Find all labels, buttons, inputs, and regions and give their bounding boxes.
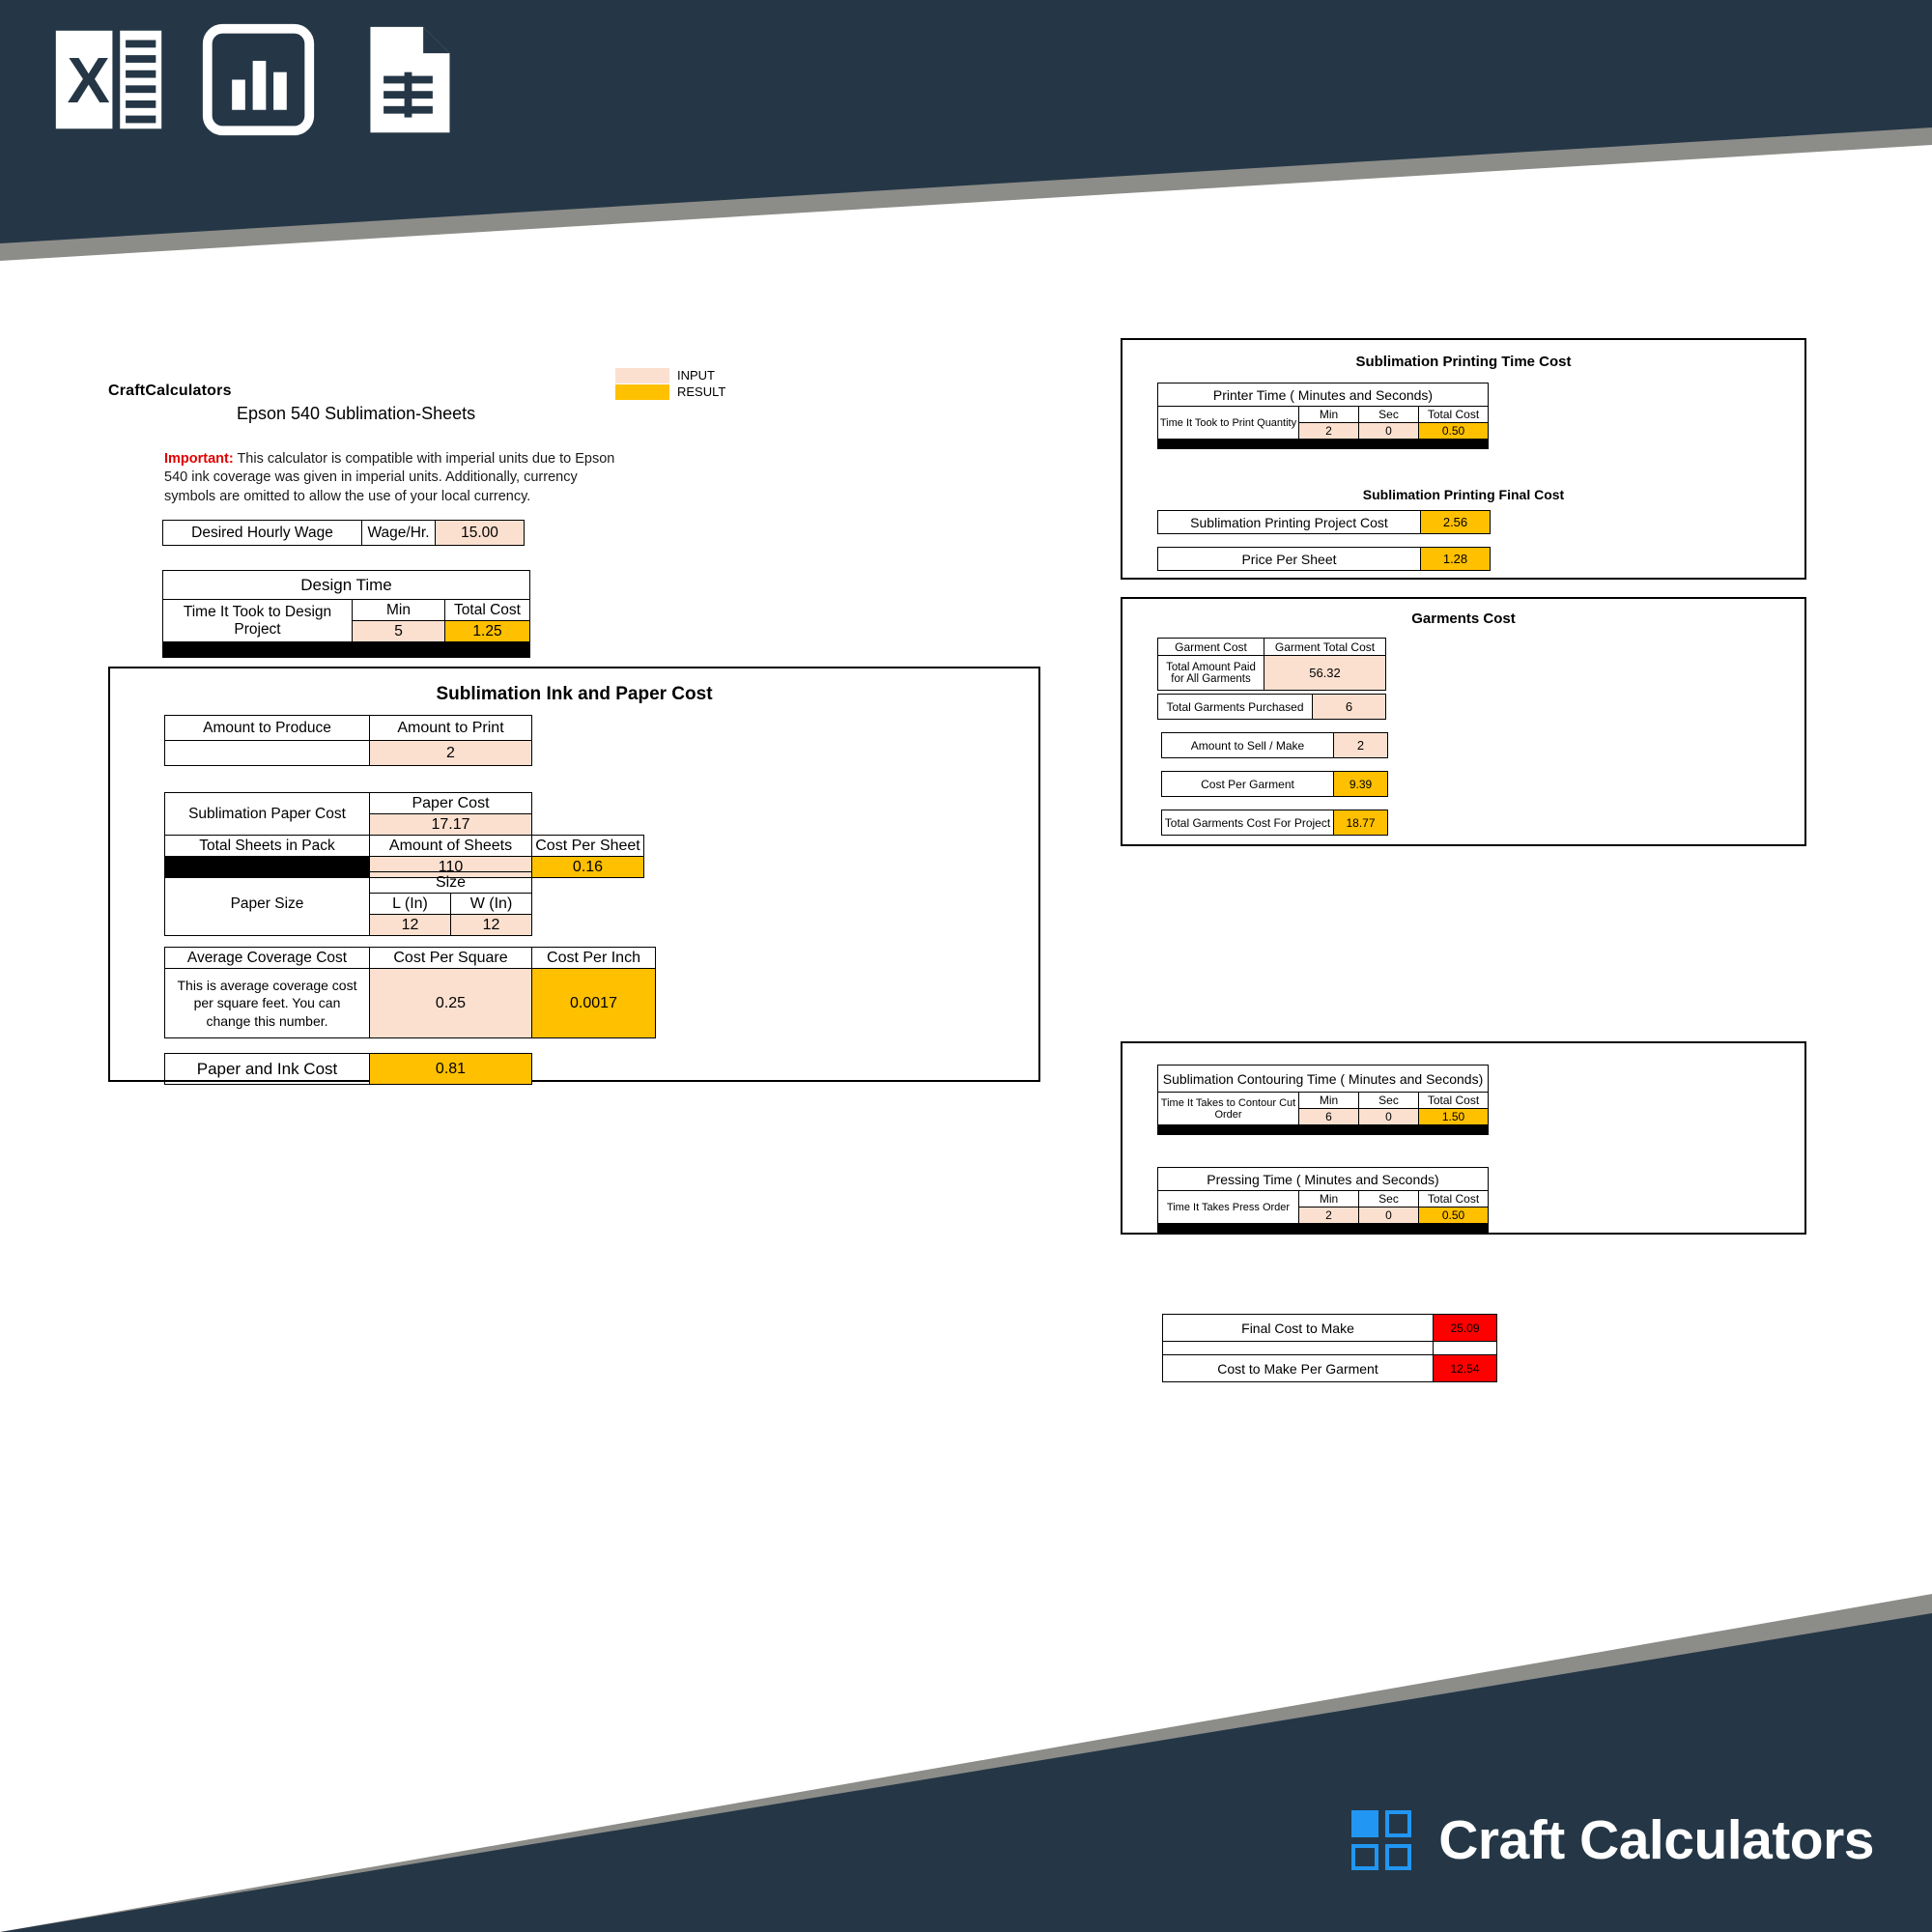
table-row: [163, 571, 530, 600]
legend-input-label: INPUT: [677, 368, 715, 383]
wage-unit-header: Wage/Hr.: [362, 521, 436, 546]
legend: [615, 367, 725, 400]
contour-total-header: Total Cost: [1419, 1093, 1489, 1109]
wage-label: Desired Hourly Wage: [163, 521, 362, 546]
amount-to-produce-table: [164, 715, 532, 766]
table-row: [165, 836, 644, 857]
legend-input-swatch: [615, 368, 669, 384]
produce-blank-cell: [165, 741, 370, 766]
table-row: [1158, 695, 1386, 720]
amount-to-print-input[interactable]: 2: [370, 741, 532, 766]
sheets-label: Total Sheets in Pack: [165, 836, 370, 857]
price-per-sheet-table: [1157, 547, 1491, 571]
garments-project-total-table: [1161, 810, 1388, 836]
paper-cost-header: Paper Cost: [370, 793, 532, 814]
legend-input-row: [615, 367, 725, 384]
garment-cost-header: Garment Cost: [1158, 639, 1264, 656]
contour-title: Sublimation Contouring Time ( Minutes and Seconds): [1158, 1065, 1489, 1093]
design-time-min-header: Min: [353, 600, 445, 621]
company-title: CraftCalculators: [108, 383, 232, 399]
printer-min-header: Min: [1299, 407, 1359, 423]
design-time-total-header: Total Cost: [445, 600, 530, 621]
cost-per-sheet-value: 0.16: [532, 857, 644, 878]
price-per-sheet-value: 1.28: [1421, 548, 1491, 571]
important-note: [164, 450, 628, 506]
paper-cost-spacer: [532, 793, 644, 814]
price-per-sheet-label: Price Per Sheet: [1158, 548, 1421, 571]
total-paid-label: Total Amount Paid for All Garments: [1158, 656, 1264, 691]
pressing-spacer: [1158, 1224, 1489, 1234]
contour-min-header: Min: [1299, 1093, 1359, 1109]
bottom-banner: [0, 1613, 1932, 1932]
amount-sell-make-table: [1161, 732, 1388, 758]
garments-box-title: Garments Cost: [1411, 611, 1516, 627]
table-row: [1158, 656, 1386, 691]
printer-min-input[interactable]: 2: [1299, 423, 1359, 440]
final-cost-label: Final Cost to Make: [1163, 1315, 1434, 1342]
pressing-sec-header: Sec: [1359, 1191, 1419, 1208]
legend-result-row: [615, 384, 725, 400]
print-header: Amount to Print: [370, 716, 532, 741]
cost-per-garment-final-value: 12.54: [1434, 1355, 1497, 1382]
printing-project-cost-table: [1157, 510, 1491, 534]
pressing-row-label: Time It Takes Press Order: [1158, 1191, 1299, 1224]
printing-time-section: [1121, 338, 1806, 580]
pressing-sec-input[interactable]: 0: [1359, 1208, 1419, 1224]
printer-sec-input[interactable]: 0: [1359, 423, 1419, 440]
printer-sec-header: Sec: [1359, 407, 1419, 423]
table-row: [1163, 1342, 1497, 1355]
pressing-time-table: [1157, 1167, 1489, 1234]
table-row: [163, 600, 530, 621]
contour-row-label: Time It Takes to Contour Cut Order: [1158, 1093, 1299, 1125]
paper-cost-spacer-2: [532, 814, 644, 836]
table-row: [1162, 772, 1388, 797]
wage-value-input[interactable]: 15.00: [436, 521, 525, 546]
top-icon-group: [48, 19, 469, 140]
table-row: [1163, 1355, 1497, 1382]
table-row: [163, 642, 530, 658]
cost-per-garment-table: [1161, 771, 1388, 797]
table-row: [165, 716, 532, 741]
printer-time-row-label: Time It Took to Print Quantity: [1158, 407, 1299, 440]
garments-project-total-value: 18.77: [1334, 810, 1388, 836]
design-time-spacer: [163, 642, 530, 658]
garments-purchased-label: Total Garments Purchased: [1158, 695, 1313, 720]
contour-press-section: [1121, 1041, 1806, 1235]
printer-time-table: [1157, 383, 1489, 449]
cost-per-garment-value: 9.39: [1334, 772, 1388, 797]
printing-project-cost-value: 2.56: [1421, 511, 1491, 534]
paper-cost-table: [164, 792, 644, 878]
contour-time-table: [1157, 1065, 1489, 1135]
printer-time-title: Printer Time ( Minutes and Seconds): [1158, 384, 1489, 407]
contour-sec-header: Sec: [1359, 1093, 1419, 1109]
printing-box-title: Sublimation Printing Time Cost: [1355, 354, 1572, 370]
table-row: [163, 521, 525, 546]
amount-sell-make-input[interactable]: 2: [1334, 733, 1388, 758]
table-row: [1158, 440, 1489, 449]
table-row: [165, 1054, 532, 1085]
table-row: [1158, 639, 1386, 656]
page-title: Epson 540 Sublimation-Sheets: [237, 404, 476, 423]
paper-ink-cost-value: 0.81: [370, 1054, 532, 1085]
table-row: [1158, 1065, 1489, 1093]
garments-purchased-input[interactable]: 6: [1313, 695, 1386, 720]
table-row: [1158, 511, 1491, 534]
size-header: Size: [370, 872, 532, 894]
ink-paper-title: Sublimation Ink and Paper Cost: [436, 684, 713, 704]
contour-total-value: 1.50: [1419, 1109, 1489, 1125]
design-time-title: Design Time: [163, 571, 530, 600]
pressing-min-header: Min: [1299, 1191, 1359, 1208]
final-cost-table: [1162, 1314, 1497, 1382]
coverage-label: Average Coverage Cost: [165, 948, 370, 969]
design-time-total-value: 1.25: [445, 621, 530, 642]
garments-purchased-table: [1157, 694, 1386, 720]
amount-sell-make-label: Amount to Sell / Make: [1162, 733, 1334, 758]
cost-per-garment-label: Cost Per Garment: [1162, 772, 1334, 797]
design-time-table: [162, 570, 530, 658]
design-time-row-label: Time It Took to Design Project: [163, 600, 353, 642]
size-width-header: W (In): [451, 894, 532, 915]
garment-total-cost-header: Garment Total Cost: [1264, 639, 1386, 656]
size-length-header: L (In): [370, 894, 451, 915]
contour-sec-input[interactable]: 0: [1359, 1109, 1419, 1125]
coverage-note: This is average coverage cost per square feet. You can change this number.: [165, 969, 370, 1038]
sheets-input[interactable]: 110: [370, 857, 532, 878]
coverage-cost-table: [164, 947, 656, 1038]
table-row: [1162, 733, 1388, 758]
final-cost-spacer: [1163, 1342, 1434, 1355]
table-row: [165, 741, 532, 766]
table-row: [1158, 407, 1489, 423]
pressing-min-input[interactable]: 2: [1299, 1208, 1359, 1224]
final-cost-value: 25.09: [1434, 1315, 1497, 1342]
important-label: Important:: [164, 451, 234, 467]
table-row: [1158, 384, 1489, 407]
paper-cost-input[interactable]: 17.17: [370, 814, 532, 836]
table-row: [1158, 1168, 1489, 1191]
garment-cost-table: [1157, 638, 1386, 691]
spreadsheet-document-icon: [348, 19, 469, 140]
total-paid-input[interactable]: 56.32: [1264, 656, 1386, 691]
table-row: [165, 969, 656, 1038]
cost-per-sheet-header: Cost Per Sheet: [532, 836, 644, 857]
hourly-wage-table: [162, 520, 525, 546]
paper-size-label: Paper Size: [165, 872, 370, 936]
legend-result-swatch: [615, 384, 669, 400]
cost-per-inch-header: Cost Per Inch: [532, 948, 656, 969]
brand-logo: [1351, 1808, 1874, 1872]
garments-cost-section: [1121, 597, 1806, 846]
pressing-title: Pressing Time ( Minutes and Seconds): [1158, 1168, 1489, 1191]
size-length-input[interactable]: 12: [370, 915, 451, 936]
excel-file-icon: [48, 19, 169, 140]
table-row: [1158, 1224, 1489, 1234]
printer-total-header: Total Cost: [1419, 407, 1489, 423]
ink-paper-section: [108, 667, 1040, 1082]
paper-ink-cost-label: Paper and Ink Cost: [165, 1054, 370, 1085]
garments-project-total-label: Total Garments Cost For Project: [1162, 810, 1334, 836]
table-row: [165, 872, 532, 894]
paper-cost-label: Sublimation Paper Cost: [165, 793, 370, 836]
printer-total-value: 0.50: [1419, 423, 1489, 440]
contour-min-input[interactable]: 6: [1299, 1109, 1359, 1125]
legend-result-label: RESULT: [677, 384, 726, 399]
design-time-min-input[interactable]: 5: [353, 621, 445, 642]
printer-spacer: [1158, 440, 1489, 449]
table-row: [1158, 1125, 1489, 1135]
important-text: This calculator is compatible with imperial units due to Epson 540 ink coverage was given in imperial units. Additionally, currency symbols are omitted to allow the use of your local currency.: [164, 451, 615, 504]
produce-label: Amount to Produce: [165, 716, 370, 741]
table-row: [1163, 1315, 1497, 1342]
chart-report-icon: [198, 19, 319, 140]
printing-project-cost-label: Sublimation Printing Project Cost: [1158, 511, 1421, 534]
svg-text:X: X: [67, 44, 110, 117]
pressing-total-header: Total Cost: [1419, 1191, 1489, 1208]
brand-mark-icon: [1351, 1810, 1411, 1870]
cost-per-garment-final-label: Cost to Make Per Garment: [1163, 1355, 1434, 1382]
sheets-header: Amount of Sheets: [370, 836, 532, 857]
table-row: [165, 948, 656, 969]
table-row: [1162, 810, 1388, 836]
table-row: [1158, 548, 1491, 571]
cost-per-square-header: Cost Per Square: [370, 948, 532, 969]
cost-per-inch-value: 0.0017: [532, 969, 656, 1038]
contour-spacer: [1158, 1125, 1489, 1135]
table-row: [1158, 1093, 1489, 1109]
final-cost-spacer-2: [1434, 1342, 1497, 1355]
table-row: [165, 793, 644, 814]
size-width-input[interactable]: 12: [451, 915, 532, 936]
spreadsheet-canvas: [0, 261, 1932, 1594]
paper-ink-cost-table: [164, 1053, 532, 1085]
pressing-total-value: 0.50: [1419, 1208, 1489, 1224]
brand-name: Craft Calculators: [1438, 1809, 1874, 1871]
cost-per-square-input[interactable]: 0.25: [370, 969, 532, 1038]
table-row: [1158, 1191, 1489, 1208]
paper-size-table: [164, 871, 532, 936]
printing-final-title: Sublimation Printing Final Cost: [1362, 487, 1565, 502]
